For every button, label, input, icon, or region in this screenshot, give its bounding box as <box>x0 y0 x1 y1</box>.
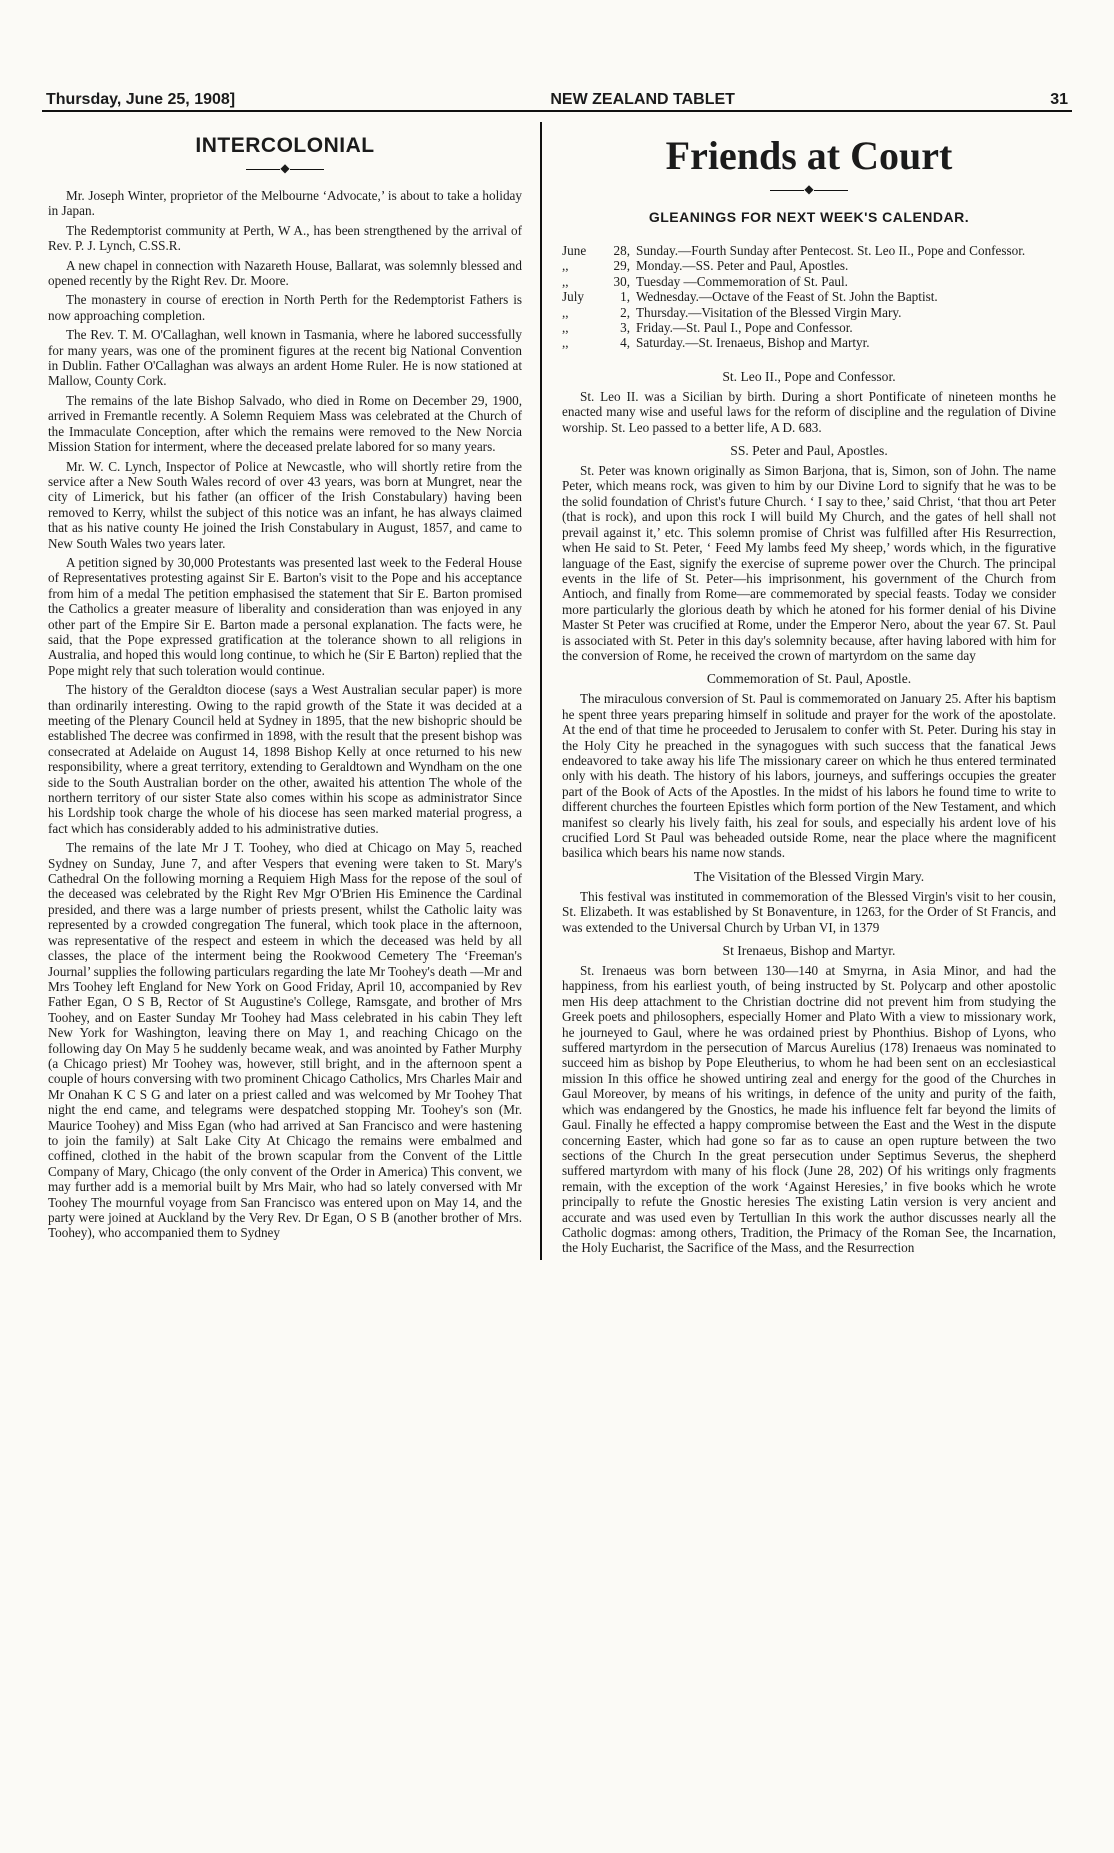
calendar-text: Sunday.—Fourth Sunday after Pentecost. St. Leo II., Pope and Confessor. <box>636 243 1026 258</box>
intercolonial-paragraph: Mr. Joseph Winter, proprietor of the Melbourne ‘Advocate,’ is about to take a holiday in Japan. <box>48 188 522 219</box>
section-paragraph: This festival was instituted in commemoration of the Blessed Virgin's visit to her cousin, St. Elizabeth. It was established by St Bonaventure, in 1263, for the Order of St Francis, and was extended to the Universal Church by Urban VI, in 1379 <box>562 888 1056 935</box>
calendar-month: July <box>562 289 584 305</box>
calendar-entry <box>562 320 1056 335</box>
intercolonial-paragraph: The remains of the late Mr J T. Toohey, who died at Chicago on May 5, reached Sydney on Sunday, June 7, and after Vespers that evening were taken to St. Mary's Cathedral On the following morning a Requiem High Mass for the repose of the soul of the deceased was celebrated by the Right Rev Mgr O'Brien His Eminence the Cardinal presided, and there was a large number of priests present, whilst the Catholic laity was represented by a crowded congregation The funeral, which took place in the afternoon, was representative of the respect and esteem in which the deceased was held by all classes, the place of the interment being the Rookwood Cemetery The ‘Freeman's Journal’ supplies the following particulars regarding the late Mr Toohey's death —Mr and Mrs Toohey left England for New York on Good Friday, April 10, accompanied by Rev Father Egan, O S B, Rector of St Augustine's College, Ramsgate, and brother of Mrs Toohey, and on Easter Sunday Mr Toohey had Mass celebrated in his cabin They left New York for Washington, leaving there on May 1, and reaching Chicago on the following day On May 5 he suddenly became weak, and was anointed by Father Murphy (a Chicago priest) Mr Toohey was, however, still bright, and in the afternoon spent a couple of hours conversing with two prominent Chicago Catholics, Mrs Charles Mair and Mr Onahan K C S G and later on a priest called and was welcomed by Mr Toohey That night the end came, and telegrams were despatched stopping Mr. Toohey's son (Mr. Maurice Toohey) and Miss Egan (who had arrived at San Francisco and were hastening to join the family) at Salt Lake City At Chicago the remains were embalmed and coffined, clothed in the habit of the brown scapular from the Convent of the Little Company of Mary, Chicago (the only convent of the Order in America) This convent, we may further add is a memorial built by Mrs Mair, who had so lately conversed with Mr Toohey The mournful voyage from San Francisco was entered upon on May 14, and the party were joined at Auckland by the Very Rev. Dr Egan, O S B (another brother of Mrs. Toohey), who accompanied them to Sydney <box>48 840 522 1241</box>
calendar-entry <box>562 274 1056 289</box>
calendar-month: ,, <box>562 320 569 336</box>
calendar-month: June <box>562 243 587 258</box>
calendar-month: ,, <box>562 335 569 351</box>
calendar-day: 30, <box>613 273 630 289</box>
calendar-text: Friday.—St. Paul I., Pope and Confessor. <box>636 320 853 336</box>
calendar-day: 28, <box>613 243 630 258</box>
intercolonial-paragraph: The remains of the late Bishop Salvado, who died in Rome on December 29, 1900, arrived in Fremantle recently. A Solemn Requiem Mass was celebrated at the Church of the Immaculate Conception, after which the remains were removed to the New Norcia Mission Station for interment, where the deceased prelate labored for so many years. <box>48 392 522 455</box>
calendar-month: ,, <box>562 273 569 289</box>
calendar-day: 29, <box>613 258 630 274</box>
intercolonial-paragraph: A petition signed by 30,000 Protestants was presented last week to the Federal House of Representatives protesting against Sir E. Barton's visit to the Pope and his acceptance from him of a medal The petition emphasised the statement that Sir E. Barton promised the Catholics a greater measure of liberality and consideration than was enjoyed in any other part of the Empire Sir E. Barton made a personal explanation. The facts were, he said, that the Pope expressed gratification at the tolerance shown to all religions in Australia, and hoped this would long continue, to which he (Sir E Barton) replied that the Pope might rely that such toleration would continue. <box>48 554 522 678</box>
section-heading: Commemoration of St. Paul, Apostle. <box>706 671 912 687</box>
page-header <box>42 86 1072 112</box>
calendar-entry <box>562 243 1056 258</box>
intercolonial-paragraph: The monastery in course of erection in North Perth for the Redemptorist Fathers is now approaching completion. <box>48 292 522 323</box>
section-heading: St. Leo II., Pope and Confessor. <box>722 368 896 384</box>
ornament-divider: ◆ <box>48 162 522 174</box>
section-paragraph: St. Leo II. was a Sicilian by birth. During a short Pontificate of nineteen months he enacted many wise and useful laws for the reform of discipline and the regulation of Divine worship. St. Leo passed to a better life, A D. 683. <box>562 388 1056 435</box>
friends-at-court-title: Friends at Court <box>665 133 953 178</box>
section-heading: St Irenaeus, Bishop and Martyr. <box>722 943 896 959</box>
section-heading: SS. Peter and Paul, Apostles. <box>730 443 888 459</box>
calendar-subtitle: GLEANINGS FOR NEXT WEEK'S CALENDAR. <box>648 209 970 225</box>
intercolonial-paragraph: The Rev. T. M. O'Callaghan, well known in Tasmania, where he labored successfully for many years, was one of the prominent figures at the recent big National Convention in Dublin. Father O'Callaghan was always an ardent Home Ruler. He is now stationed at Mallow, County Cork. <box>48 327 522 389</box>
calendar-day: 3, <box>620 320 630 336</box>
calendar-day: 4, <box>620 335 630 351</box>
calendar-text: Tuesday —Commemoration of St. Paul. <box>636 273 848 289</box>
calendar-day: 2, <box>620 304 630 320</box>
columns <box>42 122 1072 1260</box>
intercolonial-paragraph: The Redemptorist community at Perth, W A., has been strengthened by the arrival of Rev. P. J. Lynch, C.SS.R. <box>48 222 522 254</box>
calendar-text: Wednesday.—Octave of the Feast of St. John the Baptist. <box>636 289 938 305</box>
section-paragraph: St. Peter was known originally as Simon Barjona, that is, Simon, son of John. The name Peter, which means rock, was given to him by our Divine Lord to signify that he was to be the solid foundation of Christ's future Church. ‘ I say to thee,’ said Christ, ‘that thou art Peter (that is rock), and upon this rock I will build My Church, and the gates of hell shall not prevail against it,’ etc. This solemn promise of Christ was fulfilled after His Resurrection, when He said to St. Peter, ‘ Feed My lambs feed My sheep,’ words which, in the figurative language of the East, signify the exercise of supreme power over the Church. The principal events in the life of St. Peter—his imprisonment, his government of the Church from Antioch, and finally from Rome—are commemorated by special feasts. Today we consider more particularly the glorious death by which he atoned for his former denial of his Divine Master St Peter was crucified at Rome, under the Emperor Nero, about the year 67. St. Paul is associated with St. Peter in this day's solemnity because, after having labored with him for the conversion of Rome, he received the crown of martyrdom on the same day <box>562 463 1056 663</box>
calendar-entry <box>562 305 1056 320</box>
header-date: Thursday, June 25, 1908] <box>46 91 236 108</box>
header-masthead: NEW ZEALAND TABLET <box>550 91 735 108</box>
intercolonial-column <box>42 122 542 1260</box>
intercolonial-paragraph: The history of the Geraldton diocese (says a West Australian secular paper) is more than ordinarily interesting. Owing to the rapid growth of the State it was decided at a meeting of the Plenary Council held at Sydney in 1895, that the new bishopric should be established The decree was confirmed in 1898, with the result that the present bishop was consecrated at Adelaide on August 14, 1898 Bishop Kelly at once returned to his new responsibility, where a great territory, extending to Geraldtown and Wyndham on the one side to the South Australian border on the other, awaited his attention The whole of the northern territory of our sister State also comes within his scope as administrator Since his Lordship took charge the whole of his diocese has seen marked material progress, a fact which has considerably added to his administrative duties. <box>48 682 522 836</box>
calendar-day: 1, <box>620 289 630 305</box>
calendar-text: Monday.—SS. Peter and Paul, Apostles. <box>636 258 849 274</box>
intercolonial-paragraph: Mr. W. C. Lynch, Inspector of Police at Newcastle, who will shortly retire from the service after a New South Wales record of over 43 years, was born at Mungret, near the city of Limerick, but his father (an officer of the Irish Constabulary) having been removed to Kerry, whilst the subject of this notice was an infant, he has always claimed that as his native county He joined the Irish Constabulary in August, 1857, and came to New South Wales two years later. <box>48 458 522 551</box>
intercolonial-title: INTERCOLONIAL <box>195 134 375 157</box>
calendar-month: ,, <box>562 304 569 320</box>
calendar-month: ,, <box>562 258 569 274</box>
calendar-text: Saturday.—St. Irenaeus, Bishop and Martyr. <box>636 335 870 351</box>
section-heading: The Visitation of the Blessed Virgin Mary. <box>693 868 925 884</box>
intercolonial-body <box>48 188 522 1241</box>
friends-at-court-column <box>542 122 1062 1260</box>
ornament-divider: ◆ <box>562 183 1056 195</box>
calendar-entry <box>562 258 1056 273</box>
section-paragraph: The miraculous conversion of St. Paul is commemorated on January 25. After his baptism he spent three years preparing himself in solitude and prayer for the work of the apostolate. At the end of that time he proceeded to Jerusalem to confer with St. Peter. During his stay in the Holy City he preached in the synagogues with such success that the fanatical Jews endeavored to take away his life The missionary career on which he thus entered terminated only with his death. The history of his labors, journeys, and sufferings occupies the greater part of the Book of Acts of the Apostles. In the midst of his labors he found time to write to different churches the fourteen Epistles which form portion of the New Testament, and which manifest so clearly his lively faith, his zeal for souls, and especially his ardent love of his crucified Lord St Paul was beheaded outside Rome, near the place where the magnificent basilica which bears his name now stands. <box>562 691 1056 861</box>
calendar-text: Thursday.—Visitation of the Blessed Virgin Mary. <box>636 304 902 320</box>
section-paragraph: St. Irenaeus was born between 130—140 at Smyrna, in Asia Minor, and had the happiness, from his earliest youth, of being instructed by St. Polycarp and other apostolic men His deep attachment to the Christian doctrine did not prevent him from studying the Greek poets and philosophers, especially Homer and Plato With a view to missionary work, he journeyed to Gaul, where he was ordained priest by Phonthius. Bishop of Lyons, who suffered martyrdom in the persecution of Marcus Aurelius (178) Irenaeus was nominated to succeed him as bishop by Pope Eleutherius, to whom he had been sent on an ecclesiastical mission In this office he showed untiring zeal and energy for the good of the Churches in Gaul Moreover, by means of his writings, in defence of the unity and purity of the faith, which was endangered by the Gnostics, he made his influence felt far beyond the limits of Gaul. Finally he effected a happy compromise between the East and the West in the dispute concerning Easter, which had gone so far as to cause an open rupture between the two sections of the Church In the great persecution under Septimus Severus, the shepherd suffered martyrdom with many of his flock (June 28, 202) Of his writings only fragments remain, with the exception of the work ‘Against Heresies,’ in five books which he wrote principally to refute the Gnostic heresies The existing Latin version is very ancient and accurate and was used even by Tertullian In this work the author discusses nearly all the Catholic dogmas: among others, Tradition, the Primacy of the Roman See, the Incarnation, the Holy Eucharist, the Sacrifice of the Mass, and the Resurrection <box>562 963 1056 1256</box>
saints-sections <box>562 369 1056 1256</box>
calendar-list <box>562 243 1056 351</box>
calendar-entry <box>562 335 1056 350</box>
header-page-number: 31 <box>1050 91 1068 108</box>
intercolonial-paragraph: A new chapel in connection with Nazareth House, Ballarat, was solemnly blessed and opened recently by the Right Rev. Dr. Moore. <box>48 257 522 289</box>
calendar-entry <box>562 289 1056 304</box>
